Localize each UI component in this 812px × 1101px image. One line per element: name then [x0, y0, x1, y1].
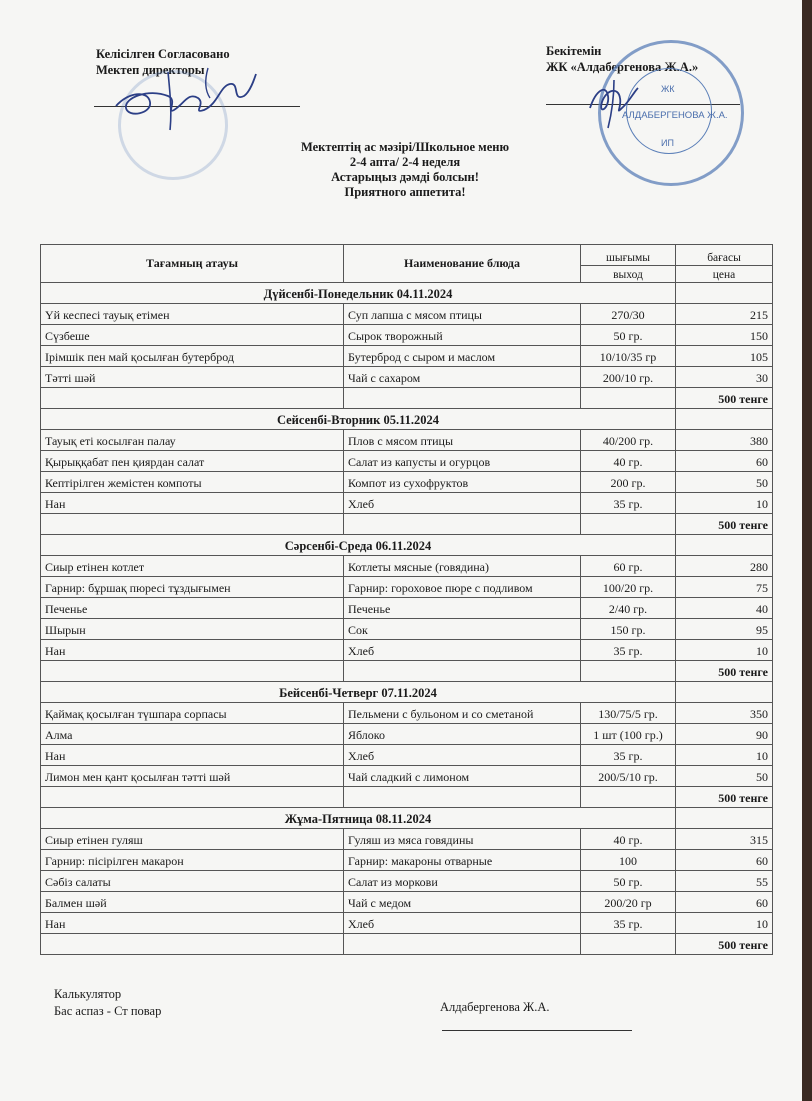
dish-name-kz: Сиыр етінен гуляш	[41, 829, 344, 850]
dish-price: 315	[676, 829, 773, 850]
dish-price: 10	[676, 493, 773, 514]
dish-output: 60 гр.	[581, 556, 676, 577]
day-header-row	[41, 535, 773, 556]
dish-output: 150 гр.	[581, 619, 676, 640]
empty-cell	[41, 388, 344, 409]
table-row	[41, 619, 773, 640]
dish-name-kz: Лимон мен қант қосылған тәтті шәй	[41, 766, 344, 787]
dish-name-kz: Гарнир: пісірілген макарон	[41, 850, 344, 871]
title-line-1: Мектептің ас мәзірі/Школьное меню	[300, 140, 509, 154]
dish-name-ru: Салат из капусты и огурцов	[344, 451, 581, 472]
dish-price: 350	[676, 703, 773, 724]
empty-cell	[41, 661, 344, 682]
dish-output: 200/5/10 гр.	[581, 766, 676, 787]
dish-output: 200/10 гр.	[581, 367, 676, 388]
table-row	[41, 850, 773, 871]
empty-cell	[676, 283, 773, 304]
day-total-row	[41, 514, 773, 535]
empty-cell	[676, 682, 773, 703]
dish-name-kz: Нан	[41, 913, 344, 934]
page-edge	[802, 0, 812, 1101]
day-header-row	[41, 808, 773, 829]
empty-cell	[41, 934, 344, 955]
dish-price: 60	[676, 850, 773, 871]
col-header-price-ru: цена	[676, 266, 773, 283]
day-total-row	[41, 661, 773, 682]
dish-price: 60	[676, 451, 773, 472]
day-header-row	[41, 409, 773, 430]
col-header-output-kz: шығымы	[581, 245, 676, 266]
dish-name-kz: Қаймақ қосылған түшпара сорпасы	[41, 703, 344, 724]
dish-price: 90	[676, 724, 773, 745]
dish-name-kz: Ірімшік пен май қосылған бутерброд	[41, 346, 344, 367]
stamp-text-inner: ЖК	[661, 84, 675, 94]
dish-name-ru: Бутерброд с сыром и маслом	[344, 346, 581, 367]
dish-name-kz: Балмен шәй	[41, 892, 344, 913]
empty-cell	[41, 514, 344, 535]
col-header-ru: Наименование блюда	[344, 245, 581, 283]
dish-price: 75	[676, 577, 773, 598]
table-row	[41, 472, 773, 493]
dish-name-ru: Чай с медом	[344, 892, 581, 913]
empty-cell	[581, 934, 676, 955]
dish-name-kz: Печенье	[41, 598, 344, 619]
dish-name-kz: Сәбіз салаты	[41, 871, 344, 892]
dish-name-kz: Тәтті шәй	[41, 367, 344, 388]
dish-name-ru: Чай с сахаром	[344, 367, 581, 388]
empty-cell	[676, 409, 773, 430]
dish-output: 270/30	[581, 304, 676, 325]
agreed-label: Келісілген Согласовано	[96, 47, 230, 61]
dish-name-ru: Котлеты мясные (говядина)	[344, 556, 581, 577]
chef-label: Бас аспаз - Ст повар	[54, 1004, 162, 1018]
empty-cell	[676, 808, 773, 829]
dish-name-kz: Сиыр етінен котлет	[41, 556, 344, 577]
dish-price: 215	[676, 304, 773, 325]
dish-output: 35 гр.	[581, 745, 676, 766]
dish-price: 150	[676, 325, 773, 346]
dish-output: 100	[581, 850, 676, 871]
table-row	[41, 493, 773, 514]
dish-price: 40	[676, 598, 773, 619]
dish-name-ru: Пельмени с бульоном и со сметаной	[344, 703, 581, 724]
table-row	[41, 892, 773, 913]
table-row	[41, 829, 773, 850]
table-row	[41, 871, 773, 892]
chef-signature-line	[442, 1030, 632, 1031]
dish-price: 95	[676, 619, 773, 640]
approved-label: Бекітемін	[546, 44, 602, 58]
dish-name-ru: Гарнир: макароны отварные	[344, 850, 581, 871]
dish-output: 50 гр.	[581, 871, 676, 892]
empty-cell	[344, 934, 581, 955]
dish-name-ru: Компот из сухофруктов	[344, 472, 581, 493]
chef-name: Алдабергенова Ж.А.	[440, 1000, 550, 1014]
calculator-label: Калькулятор	[54, 987, 122, 1001]
dish-output: 40/200 гр.	[581, 430, 676, 451]
dish-price: 30	[676, 367, 773, 388]
table-row	[41, 766, 773, 787]
day-title: Дүйсенбі-Понедельник 04.11.2024	[41, 283, 676, 304]
table-row	[41, 913, 773, 934]
dish-output: 35 гр.	[581, 913, 676, 934]
table-row	[41, 346, 773, 367]
table-row	[41, 577, 773, 598]
dish-price: 50	[676, 766, 773, 787]
dish-output: 10/10/35 гр	[581, 346, 676, 367]
director-signature	[108, 62, 258, 132]
director-label: Мектеп директоры	[96, 63, 205, 77]
table-row	[41, 451, 773, 472]
footer-left	[54, 986, 161, 1020]
menu-table	[40, 244, 773, 955]
dish-name-ru: Гарнир: гороховое пюре с подливом	[344, 577, 581, 598]
dish-output: 130/75/5 гр.	[581, 703, 676, 724]
table-row	[41, 598, 773, 619]
table-row	[41, 724, 773, 745]
dish-output: 50 гр.	[581, 325, 676, 346]
day-title: Жұма-Пятница 08.11.2024	[41, 808, 676, 829]
dish-name-ru: Плов с мясом птицы	[344, 430, 581, 451]
col-header-output-ru: выход	[581, 266, 676, 283]
dish-name-kz: Нан	[41, 640, 344, 661]
empty-cell	[344, 388, 581, 409]
title-line-3: Астарыңыз дәмді болсын!	[331, 170, 479, 184]
dish-name-kz: Шырын	[41, 619, 344, 640]
empty-cell	[581, 787, 676, 808]
dish-name-ru: Хлеб	[344, 640, 581, 661]
empty-cell	[344, 787, 581, 808]
dish-price: 55	[676, 871, 773, 892]
dish-price: 105	[676, 346, 773, 367]
dish-name-kz: Тауық еті косылған палау	[41, 430, 344, 451]
dish-name-ru: Хлеб	[344, 745, 581, 766]
dish-price: 10	[676, 745, 773, 766]
stamp-name-text: АЛДАБЕРГЕНОВА Ж.А.	[622, 110, 728, 121]
empty-cell	[41, 787, 344, 808]
dish-output: 40 гр.	[581, 829, 676, 850]
day-total-row	[41, 934, 773, 955]
dish-name-ru: Печенье	[344, 598, 581, 619]
dish-name-ru: Хлеб	[344, 913, 581, 934]
dish-output: 1 шт (100 гр.)	[581, 724, 676, 745]
day-title: Сейсенбі-Вторник 05.11.2024	[41, 409, 676, 430]
table-row	[41, 745, 773, 766]
table-row	[41, 703, 773, 724]
col-header-kz: Тағамның атауы	[41, 245, 344, 283]
day-total: 500 тенге	[676, 934, 773, 955]
table-row	[41, 325, 773, 346]
title-line-4: Приятного аппетита!	[344, 185, 466, 199]
day-total: 500 тенге	[676, 514, 773, 535]
dish-name-kz: Нан	[41, 493, 344, 514]
dish-name-ru: Суп лапша с мясом птицы	[344, 304, 581, 325]
empty-cell	[344, 514, 581, 535]
table-row	[41, 556, 773, 577]
dish-name-kz: Қырыққабат пен қиярдан салат	[41, 451, 344, 472]
dish-name-ru: Салат из моркови	[344, 871, 581, 892]
dish-name-ru: Яблоко	[344, 724, 581, 745]
dish-name-kz: Гарнир: бұршақ пюресі тұздығымен	[41, 577, 344, 598]
dish-name-ru: Хлеб	[344, 493, 581, 514]
dish-name-ru: Сок	[344, 619, 581, 640]
table-row	[41, 367, 773, 388]
dish-name-kz: Сүзбеше	[41, 325, 344, 346]
day-title: Бейсенбі-Четверг 07.11.2024	[41, 682, 676, 703]
empty-cell	[581, 661, 676, 682]
dish-name-ru: Чай сладкий с лимоном	[344, 766, 581, 787]
dish-name-kz: Үй кеспесі тауық етімен	[41, 304, 344, 325]
dish-output: 200/20 гр	[581, 892, 676, 913]
company-signature	[584, 72, 644, 132]
dish-price: 380	[676, 430, 773, 451]
empty-cell	[581, 514, 676, 535]
dish-name-kz: Кептірілген жемістен компоты	[41, 472, 344, 493]
dish-price: 60	[676, 892, 773, 913]
table-row	[41, 430, 773, 451]
dish-output: 40 гр.	[581, 451, 676, 472]
dish-output: 35 гр.	[581, 640, 676, 661]
day-total: 500 тенге	[676, 787, 773, 808]
dish-name-ru: Гуляш из мяса говядины	[344, 829, 581, 850]
menu-title-block	[220, 140, 590, 200]
dish-output: 2/40 гр.	[581, 598, 676, 619]
day-header-row	[41, 283, 773, 304]
day-total: 500 тенге	[676, 388, 773, 409]
col-header-price-kz: бағасы	[676, 245, 773, 266]
dish-name-kz: Нан	[41, 745, 344, 766]
day-header-row	[41, 682, 773, 703]
dish-price: 10	[676, 640, 773, 661]
stamp-ip-text: ИП	[661, 138, 674, 148]
title-line-2: 2-4 апта/ 2-4 неделя	[349, 155, 461, 169]
dish-output: 100/20 гр.	[581, 577, 676, 598]
dish-output: 35 гр.	[581, 493, 676, 514]
dish-price: 50	[676, 472, 773, 493]
dish-output: 200 гр.	[581, 472, 676, 493]
dish-price: 10	[676, 913, 773, 934]
table-row	[41, 640, 773, 661]
empty-cell	[581, 388, 676, 409]
table-row	[41, 304, 773, 325]
day-title: Сәрсенбі-Среда 06.11.2024	[41, 535, 676, 556]
company-label: ЖК «Алдабергенова Ж.А.»	[546, 60, 699, 74]
dish-price: 280	[676, 556, 773, 577]
day-total-row	[41, 388, 773, 409]
empty-cell	[676, 535, 773, 556]
day-total: 500 тенге	[676, 661, 773, 682]
dish-name-kz: Алма	[41, 724, 344, 745]
empty-cell	[344, 661, 581, 682]
day-total-row	[41, 787, 773, 808]
dish-name-ru: Сырок творожный	[344, 325, 581, 346]
